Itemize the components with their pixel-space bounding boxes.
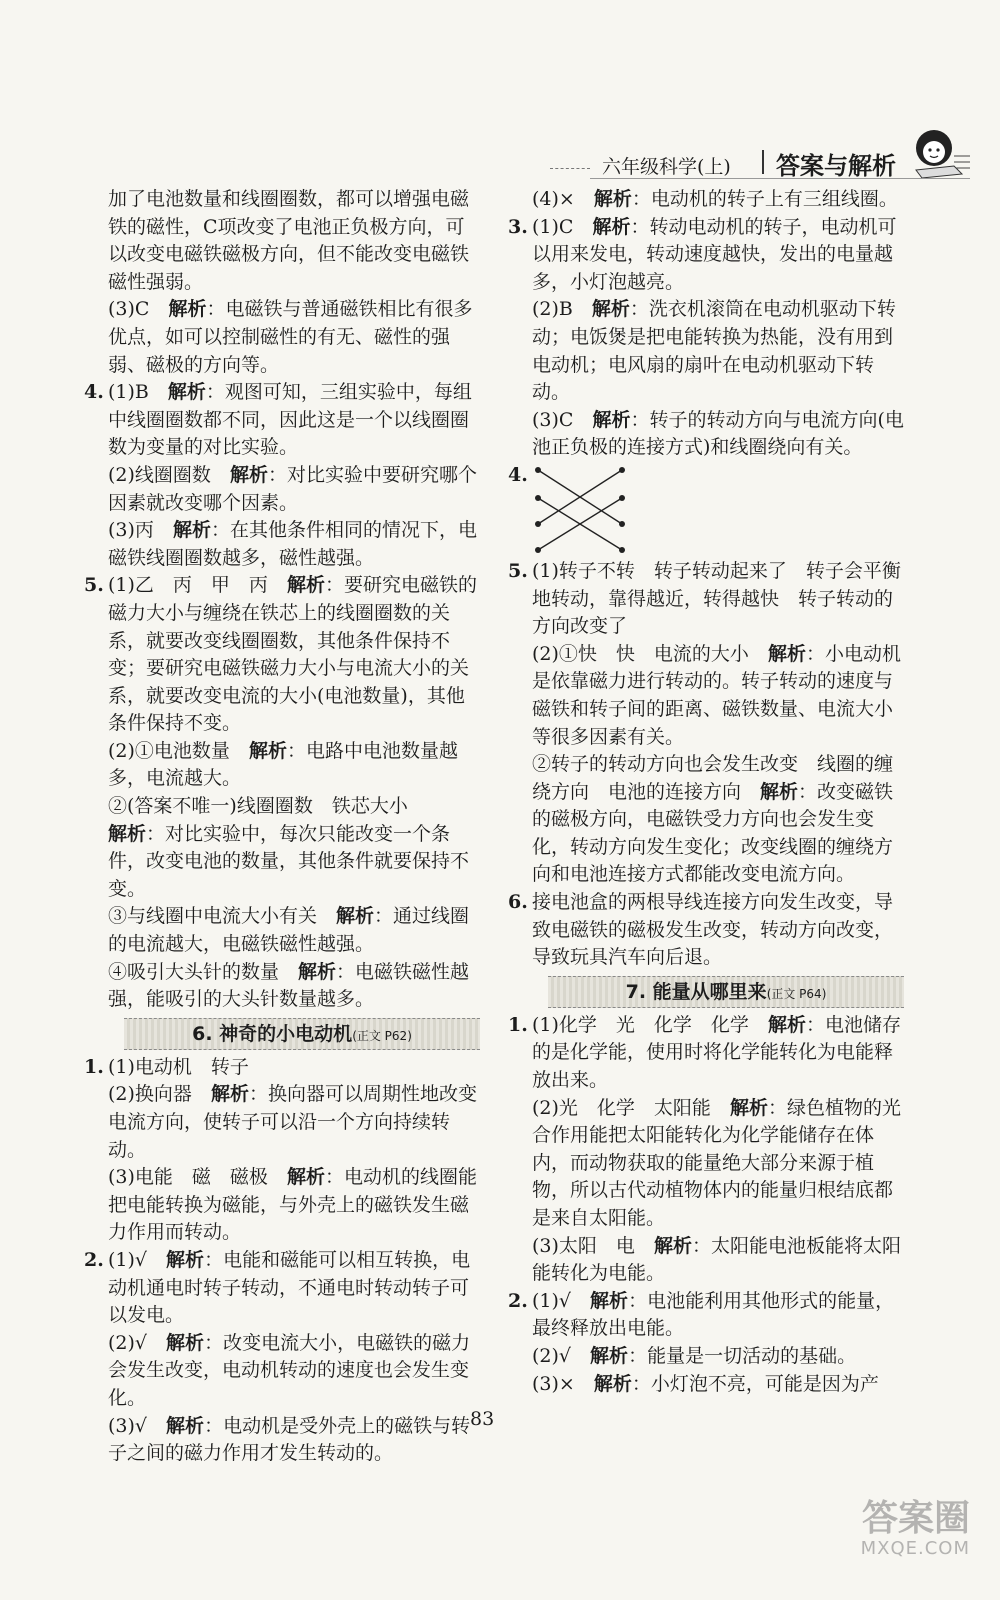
matching-lines-diagram (532, 462, 632, 558)
paragraph: (2)√ 解析：改变电流大小，电磁铁的磁力会发生改变，电动机转动的速度也会发生变化。 (108, 1331, 471, 1409)
paragraph: (3)太阳 电 解析：太阳能电池板能将太阳能转化为电能。 (532, 1234, 901, 1285)
paragraph: (3)电能 磁 磁极 解析：电动机的线圈能把电能转换为磁能，与外壳上的磁铁发生磁力作用而转动。 (108, 1166, 477, 1244)
question-6: 6. 接电池盒的两根导线连接方向发生改变，导致电磁铁的磁极发生改变，转动方向改变，导致玩具汽车向后退。 (508, 891, 894, 969)
section-heading-7: 7. 能量从哪里来(正文 P64) (548, 976, 904, 1008)
paragraph: ②(答案不唯一)线圈圈数 铁芯大小 (108, 795, 408, 818)
header-separator (762, 150, 764, 174)
question-2: 2. (1)√ 解析：电能和磁能可以相互转换，电动机通电时转子转动，不通电时转动转子可以发电。 (84, 1248, 471, 1327)
paragraph: (3)C 解析：转子的转动方向与电流方向(电池正负极的连接方式)和线圈绕向有关。 (532, 408, 904, 459)
paragraph: (3)丙 解析：在其他条件相同的情况下，电磁铁线圈圈数越多，磁性越强。 (108, 519, 477, 569)
question-5: 5. (1)转子不转 转子转动起来了 转子会平衡地转动，靠得越近，转得越快 转子转动的方向改变了 (508, 559, 901, 638)
paragraph: 解析：对比实验中，每次只能改变一个条件，改变电池的数量，其他条件就要保持不变。 (108, 822, 470, 900)
question-1: 1. (1)化学 光 化学 化学 解析：电池储存的是化学能，使用时将化学能转化为电能释放出来。 (508, 1013, 901, 1092)
paragraph: ②转子的转动方向也会发生改变 线圈的缠绕方向 电池的连接方向 解析：改变磁铁的磁极方向，电磁铁受力方向也会发生变化，转动方向发生变化；改变线圈的缠绕方向和电池连接方式都能改变电流方向。 (532, 753, 894, 886)
question-1: 1. (1)电动机 转子 (84, 1055, 249, 1078)
paragraph: ④吸引大头针的数量 解析：电磁铁磁性越强，能吸引的大头针数量越多。 (108, 960, 470, 1011)
question-4: 4. (1)B 解析：观图可知，三组实验中，每组中线圈圈数都不同，因此这是一个以线圈圈数为变量的对比实验。 (84, 381, 472, 459)
question-2: 2. (1)√ 解析：电池能利用其他形式的能量，最终释放出电能。 (508, 1289, 895, 1340)
header-grade: 六年级科学(上) (602, 156, 731, 178)
section-heading-6: 6. 神奇的小电动机(正文 P62) (124, 1018, 480, 1050)
right-column (508, 186, 904, 1398)
page-number: 83 (470, 1408, 495, 1430)
watermark-logo (800, 1490, 970, 1570)
header-title: 答案与解析 (776, 152, 896, 180)
paragraph: (3)√ 解析：电动机是受外壳上的磁铁与转子之间的磁力作用才发生转动的。 (108, 1414, 471, 1465)
paragraph: 加了电池数量和线圈圈数，都可以增强电磁铁的磁性，C项改变了电池正负极方向，可以改变电磁铁磁极方向，但不能改变电磁铁磁性强弱。 (108, 188, 470, 293)
question-3: 3. (1)C 解析：转动电动机的转子，电动机可以用来发电，转动速度越快，发出的电量越多，小灯泡越亮。 (508, 215, 897, 293)
left-column (84, 186, 480, 1468)
paragraph: ③与线圈中电流大小有关 解析：通过线圈的电流越大，电磁铁磁性越强。 (108, 905, 470, 956)
paragraph: (2)光 化学 太阳能 解析：绿色植物的光合作用能把太阳能转化为化学能储存在体内，而动物获取的能量绝大部分来源于植物，所以古代动植物体内的能量归根结底都是来自太阳能。 (532, 1096, 901, 1229)
paragraph: (2)B 解析：洗衣机滚筒在电动机驱动下转动；电饭煲是把电能转换为热能，没有用到电动机；电风扇的扇叶在电动机驱动下转动。 (532, 298, 896, 404)
page-header (530, 132, 970, 188)
header-rule (590, 178, 970, 179)
question-5: 5. (1)乙 丙 甲 丙 解析：要研究电磁铁的磁力大小与缠绕在铁芯上的线圈圈数的关系，就要改变线圈圈数，其他条件保持不变；要研究电磁铁磁力大小与电流大小的关系，就要改变电流的大小(电池数量)，其他条件保持不变。 (84, 574, 477, 735)
paragraph: (2)①电池数量 解析：电路中电池数量越多，电流越大。 (108, 739, 458, 790)
paragraph: (4)× 解析：电动机的转子上有三组线圈。 (532, 188, 898, 210)
paragraph: (3)C 解析：电磁铁与普通磁铁相比有很多优点，如可以控制磁性的有无、磁性的强弱、磁极的方向等。 (108, 298, 473, 376)
watermark-brand: 答案圈 (861, 1498, 970, 1539)
paragraph: (2)√ 解析：能量是一切活动的基础。 (532, 1344, 857, 1367)
paragraph: (2)线圈圈数 解析：对比实验中要研究哪个因素就改变哪个因素。 (108, 463, 477, 514)
paragraph: (2)换向器 解析：换向器可以周期性地改变电流方向，使转子可以沿一个方向持续转动。 (108, 1083, 477, 1161)
paragraph: (3)× 解析：小灯泡不亮，可能是因为产 (532, 1372, 879, 1395)
header-decoration (550, 156, 590, 169)
paragraph: (2)①快 快 电流的大小 解析：小电动机是依靠磁力进行转动的。转子转动的速度与磁铁和转子间的距离、磁铁数量、电流大小等很多因素有关。 (532, 642, 901, 748)
watermark-url: MXQE.COM (860, 1538, 970, 1559)
question-4-diagram: 4. (508, 462, 904, 558)
